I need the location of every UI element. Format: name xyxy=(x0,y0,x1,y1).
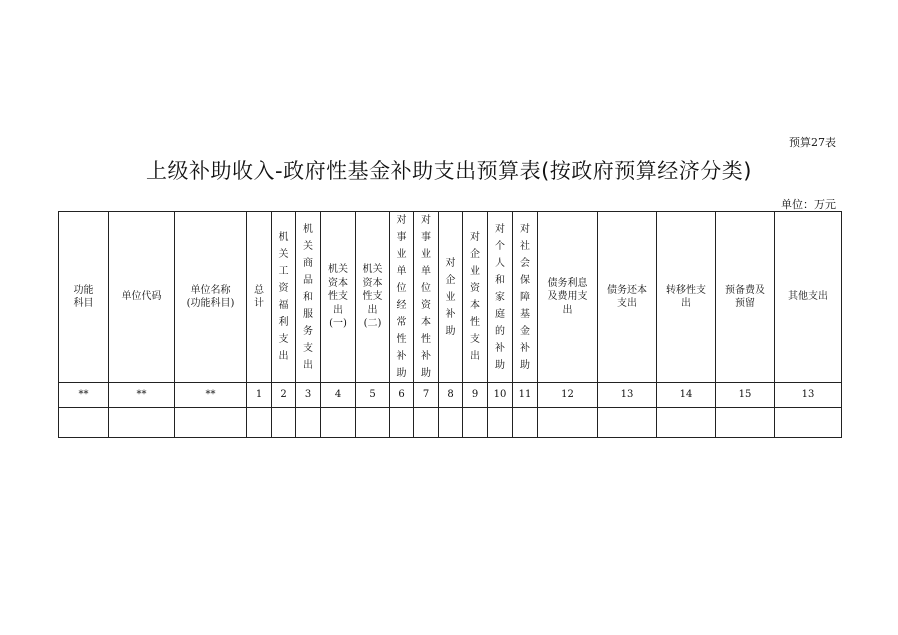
index-cell: 13 xyxy=(775,383,842,408)
index-cell: 3 xyxy=(296,383,321,408)
header-cell: 对事业单位经常性补助 xyxy=(390,212,414,383)
index-cell: 7 xyxy=(414,383,439,408)
unit-label: 单位：万元 xyxy=(781,198,836,211)
data-cell xyxy=(439,408,463,438)
index-cell: 1 xyxy=(247,383,272,408)
data-cell xyxy=(109,408,175,438)
index-cell: 9 xyxy=(463,383,488,408)
header-cell: 对企业补助 xyxy=(439,212,463,383)
data-cell xyxy=(716,408,775,438)
header-cell: 对事业单位资本性补助 xyxy=(414,212,439,383)
index-cell: ** xyxy=(175,383,247,408)
data-cell xyxy=(775,408,842,438)
index-cell: 6 xyxy=(390,383,414,408)
header-cell: 机关 资本 性支 出 (一) xyxy=(321,212,356,383)
data-cell xyxy=(321,408,356,438)
header-cell: 单位名称 (功能科目) xyxy=(175,212,247,383)
header-cell: 机关工资福利支出 xyxy=(272,212,296,383)
header-cell: 机关 资本 性支 出 (二) xyxy=(356,212,390,383)
index-cell: 11 xyxy=(513,383,538,408)
page-title: 上级补助收入-政府性基金补助支出预算表(按政府预算经济分类) xyxy=(146,159,752,183)
header-cell: 功能 科目 xyxy=(59,212,109,383)
data-cell xyxy=(390,408,414,438)
data-cell xyxy=(414,408,439,438)
data-cell xyxy=(59,408,109,438)
data-cell xyxy=(175,408,247,438)
data-cell xyxy=(598,408,657,438)
data-cell xyxy=(513,408,538,438)
data-cell xyxy=(463,408,488,438)
header-cell: 其他支出 xyxy=(775,212,842,383)
index-cell: 8 xyxy=(439,383,463,408)
data-cell xyxy=(247,408,272,438)
index-cell: ** xyxy=(59,383,109,408)
header-cell: 债务利息 及费用支 出 xyxy=(538,212,598,383)
data-cell xyxy=(657,408,716,438)
index-cell: 10 xyxy=(488,383,513,408)
data-cell xyxy=(272,408,296,438)
budget-table xyxy=(58,211,842,438)
index-cell: 5 xyxy=(356,383,390,408)
index-cell: 13 xyxy=(598,383,657,408)
header-row xyxy=(59,212,842,383)
index-cell: 2 xyxy=(272,383,296,408)
header-cell: 对企业资本性支出 xyxy=(463,212,488,383)
data-cell xyxy=(488,408,513,438)
header-cell: 对社会保障基金补助 xyxy=(513,212,538,383)
index-row xyxy=(59,383,842,408)
header-cell: 债务还本 支出 xyxy=(598,212,657,383)
index-cell: 12 xyxy=(538,383,598,408)
index-cell: 14 xyxy=(657,383,716,408)
data-cell xyxy=(356,408,390,438)
header-cell: 预备费及 预留 xyxy=(716,212,775,383)
header-cell: 转移性支 出 xyxy=(657,212,716,383)
index-cell: 4 xyxy=(321,383,356,408)
index-cell: ** xyxy=(109,383,175,408)
index-cell: 15 xyxy=(716,383,775,408)
data-cell xyxy=(296,408,321,438)
header-cell: 机关商品和服务支出 xyxy=(296,212,321,383)
data-row xyxy=(59,408,842,438)
header-cell: 对个人和家庭的补助 xyxy=(488,212,513,383)
header-cell: 总 计 xyxy=(247,212,272,383)
table-code-label: 预算27表 xyxy=(789,136,836,149)
header-cell: 单位代码 xyxy=(109,212,175,383)
data-cell xyxy=(538,408,598,438)
